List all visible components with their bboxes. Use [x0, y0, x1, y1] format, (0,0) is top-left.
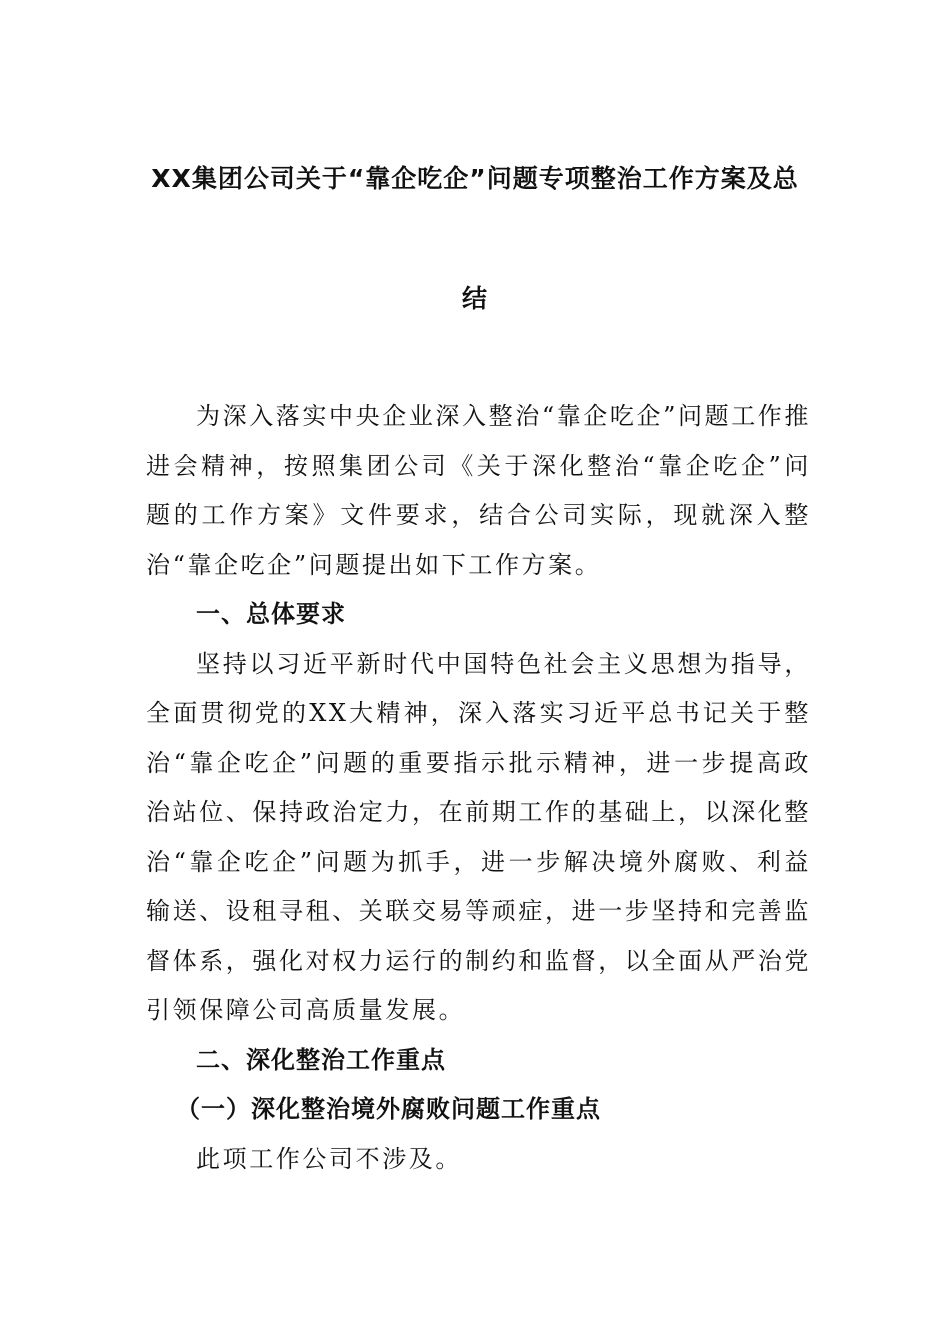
subsection-heading-overseas-corruption: （一）深化整治境外腐败问题工作重点: [176, 1095, 601, 1123]
document-body: [146, 392, 811, 1184]
section-heading-overall-requirements: 一、总体要求: [196, 600, 346, 628]
document-title-line-2: 结: [461, 284, 488, 313]
subsection-1-paragraph: 此项工作公司不涉及。: [196, 1144, 462, 1173]
section-heading-key-work: 二、深化整治工作重点: [196, 1045, 446, 1074]
section-1-paragraph: 坚持以习近平新时代中国特色社会主义思想为指导，全面贯彻党的XX大精神，深入落实习近平总书记关于整治“靠企吃企”问题的重要指示批示精神，进一步提高政治站位、保持政治定力，在前期工作的基础上，以深化整治“靠企吃企”问题为抓手，进一步解决境外腐败、利益输送、设租寻租、关联交易等顽症，进一步坚持和完善监督体系，强化对权力运行的制约和监督，以全面从严治党引领保障公司高质量发展。: [146, 649, 811, 1024]
document-title-line-1: XX集团公司关于“靠企吃企”问题专项整治工作方案及总: [151, 164, 799, 193]
intro-paragraph: 为深入落实中央企业深入整治“靠企吃企”问题工作推进会精神，按照集团公司《关于深化整治“靠企吃企”问题的工作方案》文件要求，结合公司实际，现就深入整治“靠企吃企”问题提出如下工作方案。: [146, 402, 811, 579]
